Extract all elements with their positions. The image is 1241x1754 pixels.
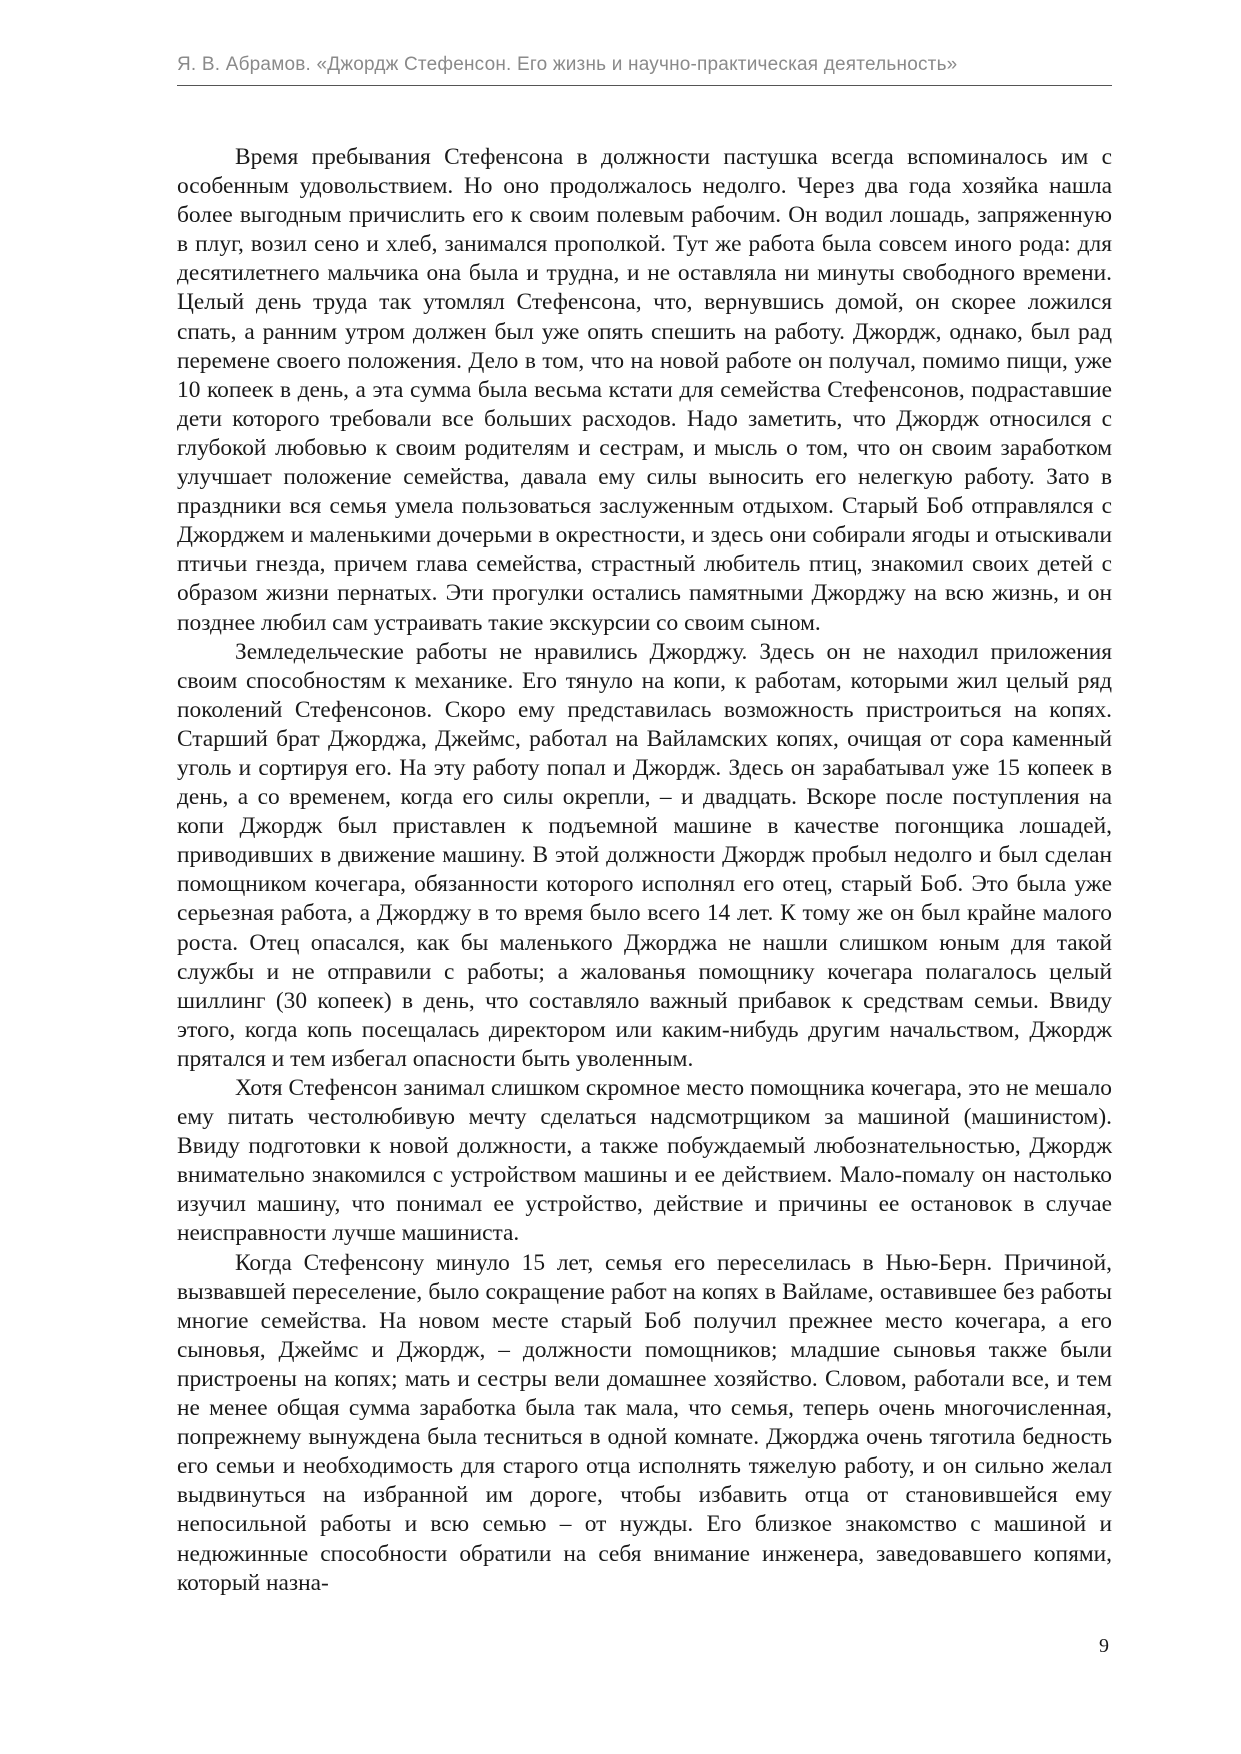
page-number: 9: [1099, 1635, 1109, 1657]
body-text: [177, 143, 1112, 1598]
paragraph: Время пребывания Стефенсона в должности пастушка всегда вспоминалось им с особенным удовольствием. Но оно продолжалось недолго. Через два года хозяйка нашла более выгодным причислить его к своим полевым рабочим. Он водил лошадь, запряженную в плуг, возил сено и хлеб, занимался прополкой. Тут же работа была совсем иного рода: для десятилетнего мальчика она была и трудна, и не оставляла ни минуты свободного времени. Целый день труда так утомлял Стефенсона, что, вернувшись домой, он скорее ложился спать, а ранним утром должен был уже опять спешить на работу. Джордж, однако, был рад перемене своего положения. Дело в том, что на новой работе он получал, помимо пищи, уже 10 копеек в день, а эта сумма была весьма кстати для семейства Стефенсонов, подраставшие дети которого требовали все больших расходов. Надо заметить, что Джордж относился с глубокой любовью к своим родителям и сестрам, и мысль о том, что он своим заработком улучшает положение семейства, давала ему силы выносить его нелегкую работу. Зато в праздники вся семья умела пользоваться заслуженным отдыхом. Старый Боб отправлялся с Джорджем и маленькими дочерьми в окрестности, и здесь они собирали ягоды и отыскивали птичьи гнезда, причем глава семейства, страстный любитель птиц, знакомил своих детей с образом жизни пернатых. Эти прогулки остались памятными Джорджу на всю жизнь, и он позднее любил сам устраивать такие экскурсии со своим сыном.: [177, 144, 1112, 636]
paragraph: Земледельческие работы не нравились Джорджу. Здесь он не находил приложения своим способностям к механике. Его тянуло на копи, к работам, которыми жил целый ряд поколений Стефенсонов. Скоро ему представилась возможность пристроиться на копях. Старший брат Джорджа, Джеймс, работал на Вайламских копях, очищая от сора каменный уголь и сортируя его. На эту работу попал и Джордж. Здесь он зарабатывал уже 15 копеек в день, а со временем, когда его силы окрепли, – и двадцать. Вскоре после поступления на копи Джордж был приставлен к подъемной машине в качестве погонщика лошадей, приводивших в движение машину. В этой должности Джордж пробыл недолго и был сделан помощником кочегара, обязанности которого исполнял его отец, старый Боб. Это была уже серьезная работа, а Джорджу в то время было всего 14 лет. К тому же он был крайне малого роста. Отец опасался, как бы маленького Джорджа не нашли слишком юным для такой службы и не отправили с работы; а жалованья помощнику кочегара полагалось целый шиллинг (30 копеек) в день, что составляло важный прибавок к средствам семьи. Ввиду этого, когда копь посещалась директором или каким-нибудь другим начальством, Джордж прятался и тем избегал опасности быть уволенным.: [177, 638, 1112, 1072]
header-rule: [177, 85, 1112, 86]
paragraph: Когда Стефенсону минуло 15 лет, семья его переселилась в Нью-Берн. Причиной, вызвавшей переселение, было сокращение работ на копях в Вайламе, оставившее без работы многие семейства. На новом месте старый Боб получил прежнее место кочегара, а его сыновья, Джеймс и Джордж, – должности помощников; младшие сыновья также были пристроены на копях; мать и сестры вели домашнее хозяйство. Словом, работали все, и тем не менее общая сумма заработка была так мала, что семья, теперь очень многочисленная, попрежнему вынуждена была тесниться в одной комнате. Джорджа очень тяготила бедность его семьи и необходимость для старого отца исполнять тяжелую работу, и он сильно желал выдвинуться на избранной им дороге, чтобы избавить отца от становившейся ему непосильной работы и всю семью – от нужды. Его близкое знакомство с машиной и недюжинные способности обратили на себя внимание инженера, заведовавшего копями, который назна-: [177, 1249, 1112, 1596]
paragraph: Хотя Стефенсон занимал слишком скромное место помощника кочегара, это не мешало ему питать честолюбивую мечту сделаться надсмотрщиком за машиной (машинистом). Ввиду подготовки к новой должности, а также побуждаемый любознательностью, Джордж внимательно знакомился с устройством машины и ее действием. Мало-помалу он настолько изучил машину, что понимал ее устройство, действие и причины ее остановок в случае неисправности лучше машиниста.: [177, 1075, 1112, 1247]
running-head: Я. В. Абрамов. «Джордж Стефенсон. Его жизнь и научно-практическая деятельность»: [177, 54, 958, 75]
